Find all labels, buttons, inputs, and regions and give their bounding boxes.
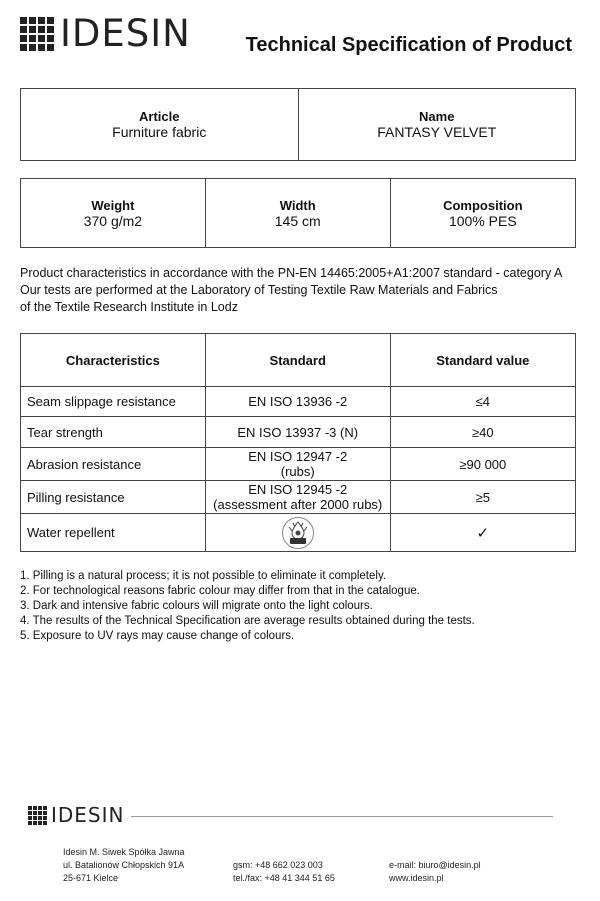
standard-line: EN ISO 12947 -2 bbox=[248, 449, 348, 464]
logo-grid-icon bbox=[20, 17, 54, 51]
standard-line: EN ISO 12945 -2 bbox=[248, 482, 348, 497]
name-value: FANTASY VELVET bbox=[377, 124, 497, 140]
footer-tel: tel./fax: +48 41 344 51 65 bbox=[233, 873, 335, 883]
name-cell bbox=[298, 89, 576, 161]
width-label: Width bbox=[279, 197, 316, 213]
page-title: Technical Specification of Product bbox=[245, 34, 572, 56]
weight-label: Weight bbox=[91, 197, 135, 213]
brand-name: IDESIN bbox=[60, 12, 191, 55]
footer-contact bbox=[389, 859, 481, 885]
standard-intro bbox=[20, 265, 562, 316]
weight-value: 370 g/m2 bbox=[83, 212, 143, 229]
table-row bbox=[21, 387, 576, 417]
table-row bbox=[21, 448, 576, 481]
note-item: 5. Exposure to UV rays may cause change of colours. bbox=[20, 630, 295, 642]
intro-line: Product characteristics in accordance with the PN-EN 14465:2005+A1:2007 standard - category A bbox=[20, 266, 563, 280]
article-value: Furniture fabric bbox=[112, 124, 207, 140]
standard-line: (assessment after 2000 rubs) bbox=[213, 497, 383, 512]
specs-table bbox=[20, 333, 576, 552]
intro-line: Our tests are performed at the Laboratory of Testing Textile Raw Materials and Fabrics bbox=[20, 283, 498, 297]
intro-line: of the Textile Research Institute in Lodz bbox=[20, 300, 238, 314]
composition-value: 100% PES bbox=[448, 212, 517, 229]
footer-divider bbox=[131, 816, 553, 817]
composition-cell bbox=[390, 179, 575, 248]
characteristic-cell: Seam slippage resistance bbox=[21, 387, 206, 417]
characteristic-cell: Pilling resistance bbox=[21, 481, 206, 514]
footer-website: www.idesin.pl bbox=[389, 873, 444, 883]
width-value: 145 cm bbox=[274, 212, 321, 229]
value-cell: ✓ bbox=[390, 514, 575, 552]
standard-cell: EN ISO 13936 -2 bbox=[205, 387, 390, 417]
value-cell: ≤4 bbox=[390, 387, 575, 417]
header-standard-value: Standard value bbox=[390, 334, 575, 387]
standard-cell: EN ISO 13937 -3 (N) bbox=[205, 417, 390, 448]
brand-logo bbox=[20, 12, 191, 55]
footer-brand-name: IDESIN bbox=[51, 803, 125, 827]
properties-table bbox=[20, 178, 576, 248]
table-row bbox=[21, 417, 576, 448]
footer-email: e-mail: biuro@idesin.pl bbox=[389, 860, 481, 870]
composition-label: Composition bbox=[443, 197, 523, 213]
specs-header-row bbox=[21, 334, 576, 387]
note-item: 3. Dark and intensive fabric colours will migrate onto the light colours. bbox=[20, 600, 373, 612]
note-item: 1. Pilling is a natural process; it is not possible to eliminate it completely. bbox=[20, 570, 387, 582]
notes-list bbox=[20, 569, 475, 644]
nano-block-icon bbox=[282, 517, 314, 549]
width-cell bbox=[205, 179, 390, 248]
footer-phones bbox=[233, 859, 335, 885]
characteristic-cell: Water repellent bbox=[21, 514, 206, 552]
value-cell: ≥90 000 bbox=[390, 448, 575, 481]
header-characteristics: Characteristics bbox=[21, 334, 206, 387]
article-label: Article bbox=[139, 109, 180, 124]
header-standard: Standard bbox=[205, 334, 390, 387]
logo-grid-icon bbox=[28, 806, 47, 825]
footer-address bbox=[63, 846, 185, 885]
note-item: 4. The results of the Technical Specification are average results obtained during the tests. bbox=[20, 615, 475, 627]
article-cell bbox=[21, 89, 299, 161]
value-cell: ≥5 bbox=[390, 481, 575, 514]
characteristic-cell: Abrasion resistance bbox=[21, 448, 206, 481]
table-row bbox=[21, 514, 576, 552]
standard-cell bbox=[205, 481, 390, 514]
characteristic-cell: Tear strength bbox=[21, 417, 206, 448]
value-cell: ≥40 bbox=[390, 417, 575, 448]
footer-company: Idesin M. Siwek Spółka Jawna bbox=[63, 847, 185, 857]
footer-gsm: gsm: +48 662 023 003 bbox=[233, 860, 323, 870]
name-label: Name bbox=[419, 109, 455, 124]
note-item: 2. For technological reasons fabric colour may differ from that in the catalogue. bbox=[20, 585, 420, 597]
footer-street: ul. Batalionów Chłopskich 91A bbox=[63, 860, 185, 870]
footer-city: 25-671 Kielce bbox=[63, 873, 119, 883]
table-row bbox=[21, 481, 576, 514]
article-table bbox=[20, 88, 576, 161]
weight-cell bbox=[21, 179, 206, 248]
standard-cell bbox=[205, 448, 390, 481]
standard-cell bbox=[205, 514, 390, 552]
footer-logo bbox=[28, 805, 125, 825]
standard-line: (rubs) bbox=[280, 464, 315, 479]
